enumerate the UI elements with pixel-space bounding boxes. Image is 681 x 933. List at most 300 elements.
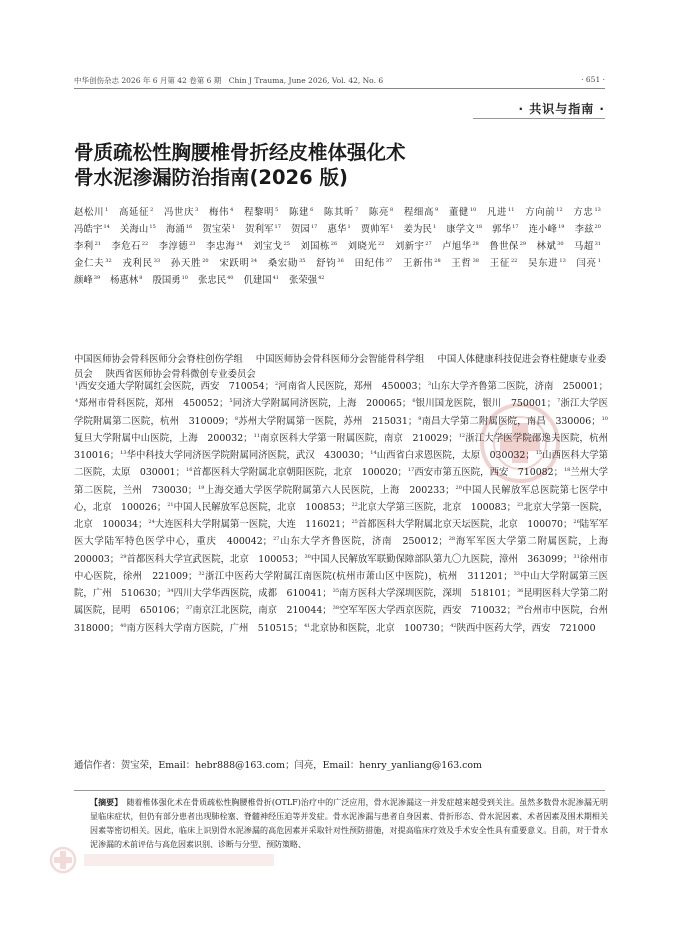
author-affiliation-index: 17 [512, 224, 519, 231]
affiliation-index: 41 [303, 622, 311, 629]
author-name [574, 241, 601, 252]
author-affiliation-index: 23 [189, 241, 196, 248]
author-affiliation-index: 5 [275, 207, 279, 213]
section-rule [473, 118, 605, 119]
affiliation-entry [197, 571, 512, 582]
affiliation-text: 昆明医科大学第二附属医院，昆明 650106； [74, 588, 608, 617]
author-name [291, 224, 317, 235]
affiliation-entry [417, 416, 600, 427]
author-name-text: 董健 [448, 207, 469, 218]
affiliation-text: 海军军医大学第二附属医院，上海 200003； [74, 536, 618, 565]
affiliation-index: 28 [448, 536, 456, 543]
affiliation-index: 38 [332, 605, 340, 612]
affiliation-index: 4 [75, 398, 79, 405]
affiliation-text: 南京医科大学第一附属医院，南京 210029； [259, 432, 458, 444]
author-name [348, 241, 385, 252]
author-affiliation-index: 1 [597, 258, 601, 265]
affiliation-entry [272, 536, 448, 547]
author-name [120, 224, 156, 235]
author-group: 中国医师协会骨科医师分会脊柱创伤学组 [74, 354, 243, 365]
author-name [395, 241, 432, 252]
author-affiliation-index: 1 [390, 224, 394, 231]
affiliation-entry [234, 416, 417, 427]
author-affiliation-index: 19 [558, 224, 565, 231]
author-name-text: 高延征 [119, 207, 150, 218]
author-name-text: 张荣强 [288, 275, 318, 287]
affiliation-text: 山西省白求恩医院，太原 030032； [376, 450, 535, 461]
author-name-text: 郭华 [492, 224, 512, 236]
author-name-text: 刘国栋 [300, 241, 330, 253]
footer-watermark-icon [48, 845, 288, 875]
author-name [525, 207, 563, 218]
affiliation-text: 复旦大学附属中山医院，上海 200032； [74, 432, 253, 444]
author-name [446, 224, 482, 235]
author-name-text: 刘宝戈 [253, 241, 283, 253]
affiliation-text: 河南省人民医院，郑州 450003； [278, 381, 427, 392]
author-name [245, 224, 281, 235]
affiliation-index: 22 [351, 501, 358, 508]
author-affiliation-index: 26 [330, 241, 338, 248]
author-name-text: 程黎明 [243, 207, 275, 218]
affiliation-entry [449, 623, 595, 634]
author-name [324, 207, 358, 218]
author-name [202, 224, 235, 235]
author-group: 中国人体健康科技促进会脊柱健康专业委员会 [74, 354, 607, 381]
author-name-text: 马超 [573, 241, 594, 253]
affiliation-text: 北京大学第一医院，北京 100034； [74, 501, 608, 530]
affiliation-entry [197, 485, 454, 496]
affiliation-index: 37 [186, 605, 193, 612]
affiliation-index: 34 [167, 588, 174, 594]
affiliation-index: 14 [370, 450, 377, 456]
author-affiliation-index: 10 [469, 207, 477, 213]
affiliation-text: 陕西中医药大学，西安 721000 [456, 622, 596, 634]
author-name [442, 241, 479, 252]
affiliation-text: 兰州大学第二医院，兰州 730030； [74, 467, 608, 496]
author-name-text: 仉建国 [243, 275, 272, 287]
author-name [489, 241, 526, 252]
author-affiliation-index: 15 [149, 224, 156, 231]
affiliation-index: 16 [186, 467, 193, 474]
affiliation-text: 北京协和医院，北京 100730； [310, 622, 450, 634]
affiliation-index: 23 [516, 501, 524, 508]
author-affiliation-index: 39 [93, 275, 101, 282]
author-affiliation-index: 12 [556, 207, 563, 213]
author-affiliation-index: 18 [475, 224, 483, 231]
affiliation-index: 25 [351, 519, 358, 525]
author-name [361, 224, 394, 235]
affiliation-index: 29 [120, 553, 127, 560]
author-affiliation-index: 7 [355, 207, 359, 213]
affiliation-text: 中国人民解放军联勤保障部队第九〇九医院，漳州 363099； [310, 553, 573, 565]
author-name-text: 凡进 [487, 207, 508, 218]
author-name [74, 224, 110, 235]
affiliation-index: 40 [120, 622, 127, 629]
author-name-text: 卢旭华 [442, 241, 472, 253]
author-affiliation-index: 28 [434, 258, 441, 265]
author-affiliation-index: 28 [472, 241, 479, 248]
affiliation-text: 郑州市骨科医院，郑州 450052； [78, 398, 229, 410]
affiliation-text: 山西医科大学第二医院，太原 030001； [74, 450, 608, 479]
author-name-text: 陈建 [288, 207, 310, 218]
author-affiliation-index: 22 [510, 258, 518, 265]
author-name-text: 杨惠林 [110, 275, 139, 287]
author-name [289, 207, 313, 218]
author-affiliation-index: 1 [432, 224, 437, 231]
affiliation-entry [166, 502, 350, 513]
affiliation-entry [119, 554, 303, 565]
affiliation-text: 浙江中医药大学附属江南医院(杭州市萧山区中医院)，杭州 311201； [204, 570, 513, 582]
author-name-text: 贾帅军 [360, 224, 390, 236]
affiliation-index: 15 [535, 450, 543, 456]
affiliation-entry [350, 502, 515, 513]
affiliation-index: 6 [412, 398, 416, 405]
author-affiliation-index: 16 [185, 224, 193, 231]
affiliation-text: 浙江大学医学院附属第二医院，杭州 310009； [74, 398, 608, 427]
author-name [487, 207, 514, 218]
affiliation-index: 12 [458, 432, 466, 439]
affiliation-text: 苏州大学附属第一医院，苏州 215031； [238, 415, 418, 427]
affiliation-text: 中国人民解放军总医院，北京 100853； [173, 501, 351, 513]
author-name-text: 方忠 [573, 207, 594, 218]
author-name-text: 海涌 [165, 224, 185, 236]
author-name [537, 241, 564, 252]
author-affiliation-index: 4 [230, 207, 234, 213]
author-name [403, 258, 441, 269]
author-name-text: 贺园 [291, 224, 310, 236]
author-name-text: 陈亮 [368, 207, 390, 218]
affiliation-text: 首都医科大学宣武医院，北京 100053； [126, 553, 304, 565]
author-name [449, 207, 476, 218]
affiliation-index: 21 [167, 501, 174, 508]
page-number: · 651 · [581, 75, 605, 84]
affiliation-text: 南方医科大学南方医院，广州 510515； [126, 622, 303, 634]
author-name [171, 258, 209, 269]
author-name-text: 方向前 [525, 207, 556, 218]
author-name-text: 吴东进 [528, 258, 559, 270]
author-name [327, 224, 350, 235]
author-affiliation-index: 27 [425, 241, 432, 248]
author-name [164, 207, 198, 218]
author-affiliation-index: 9 [435, 207, 439, 213]
author-name-text: 冯世庆 [164, 207, 195, 218]
author-name-text: 孙天胜 [170, 258, 202, 270]
affiliation-index: 3 [427, 381, 432, 387]
header-rule [74, 88, 605, 89]
author-name [268, 258, 306, 269]
affiliation-index: 20 [455, 484, 462, 491]
affiliation-text: 北京大学第三医院，北京 100083； [357, 501, 516, 513]
author-affiliation-index: 42 [318, 275, 325, 282]
affiliation-text: 陆军军医大学陆军特色医学中心，重庆 400042； [74, 519, 608, 548]
author-list [74, 203, 608, 288]
author-affiliation-index: 1 [105, 207, 109, 213]
author-name [74, 258, 112, 269]
author-affiliation-index: 31 [594, 241, 601, 248]
author-name-text: 宋跃明 [219, 258, 250, 270]
affiliation-entry [274, 381, 427, 392]
affiliation-text: 中国人民解放军总医院第七医学中心，北京 100026； [74, 484, 608, 513]
author-name-text: 李兹 [574, 224, 594, 236]
author-name [403, 224, 436, 235]
affiliation-entry [74, 398, 228, 409]
affiliation-index: 5 [229, 398, 233, 405]
affiliation-entry [411, 398, 556, 409]
affiliation-text: 四川大学华西医院，成都 610041； [173, 588, 332, 599]
author-affiliation-index: 34 [250, 258, 258, 265]
title-line-2: 骨水泥渗漏防治指南(2026 版) [74, 166, 348, 189]
author-name [369, 207, 393, 218]
title-line-1: 骨质疏松性胸腰椎骨折经皮椎体强化术 [74, 141, 406, 164]
author-name-text: 张忠民 [197, 275, 227, 287]
abstract-rule [74, 790, 605, 791]
affiliation-index: 31 [573, 553, 580, 560]
affiliation-index: 32 [198, 570, 205, 577]
affiliation-list [74, 377, 618, 636]
affiliation-entry [228, 398, 411, 409]
affiliation-index: 27 [273, 536, 280, 543]
affiliation-text: 山东大学齐鲁第二医院，济南 250001； [431, 381, 608, 392]
affiliation-entry [369, 450, 534, 461]
author-affiliation-index: 14 [103, 224, 110, 231]
author-name [573, 207, 600, 218]
affiliation-text: 徐州市中心医院，徐州 221009； [74, 553, 608, 582]
author-affiliation-index: 38 [472, 258, 479, 265]
author-name [575, 224, 601, 235]
affiliation-text: 首都医科大学附属北京天坛医院，北京 100070； [357, 519, 573, 530]
author-affiliation-index: 29 [519, 241, 527, 248]
affiliation-entry [350, 519, 572, 530]
author-name [74, 241, 101, 252]
author-affiliation-index: 1 [347, 224, 351, 231]
affiliation-entry [427, 381, 608, 392]
affiliation-index: 13 [120, 450, 127, 456]
author-affiliation-index: 6 [310, 207, 314, 213]
author-name-text: 李忠海 [205, 241, 236, 253]
author-name-text: 殷国勇 [152, 275, 181, 287]
affiliation-entry [407, 467, 563, 478]
affiliation-text: 台州市中医院，台州 318000； [74, 605, 618, 634]
author-name-text: 李危石 [111, 241, 141, 253]
affiliation-index: 30 [304, 553, 311, 560]
affiliation-text: 华中科技大学同济医学院附属同济医院，武汉 430030； [126, 450, 370, 461]
author-name [122, 258, 160, 269]
author-name [219, 258, 257, 269]
author-name [110, 275, 142, 286]
author-affiliation-index: 21 [94, 241, 101, 248]
author-name-text: 程细高 [403, 207, 435, 218]
author-name [451, 258, 479, 269]
author-name-text: 王征 [489, 258, 510, 270]
author-name-text: 王新伟 [402, 258, 434, 270]
author-name-text: 姜为民 [403, 224, 432, 236]
author-name [492, 224, 518, 235]
affiliation-text: 南昌大学第二附属医院，南昌 330006； [421, 415, 601, 427]
author-name-text: 戎利民 [122, 258, 153, 270]
author-affiliation-index: 20 [594, 224, 601, 231]
abstract [90, 796, 608, 852]
author-affiliation-index: 33 [153, 258, 161, 265]
author-affiliation-index: 10 [181, 275, 188, 282]
affiliation-text: 同济大学附属同济医院，上海 200065； [232, 398, 412, 410]
author-affiliation-index: 11 [508, 207, 515, 213]
author-name-text: 颜峰 [74, 275, 93, 287]
affiliation-text: 空军军医大学西京医院，西安 710032； [339, 605, 516, 617]
affiliation-index: 1 [75, 381, 79, 387]
author-affiliation-index: 41 [272, 275, 279, 282]
affiliation-entry [119, 450, 369, 461]
author-name [198, 275, 234, 286]
corresponding-authors: 通信作者：贺宝荣，Email：hebr888@163.com；闫亮，Email：henry_yanliang@163.com [74, 760, 482, 771]
author-name [206, 241, 243, 252]
running-head [74, 75, 605, 86]
affiliation-text: 上海交通大学医学院附属第六人民医院，上海 200233； [204, 484, 455, 496]
author-affiliation-index: 3 [195, 207, 199, 213]
affiliation-index: 35 [332, 588, 340, 594]
author-name [152, 275, 188, 286]
affiliation-index: 36 [516, 588, 524, 594]
author-affiliation-index: 17 [311, 224, 318, 231]
author-name [111, 241, 148, 252]
author-name [209, 207, 233, 218]
affiliation-index: 2 [274, 381, 279, 387]
author-name [253, 241, 290, 252]
author-affiliation-index: 8 [139, 275, 143, 282]
affiliation-index: 33 [513, 570, 520, 577]
author-affiliation-index: 2 [150, 207, 154, 213]
author-affiliation-index: 35 [299, 258, 306, 265]
author-name-text: 田纪伟 [354, 258, 385, 270]
author-name-text: 冯皓宇 [74, 224, 103, 236]
affiliation-text: 首都医科大学附属北京朝阳医院，北京 100020； [192, 467, 407, 479]
affiliation-entry [332, 588, 516, 599]
author-name [529, 224, 565, 235]
affiliation-entry [74, 381, 274, 392]
affiliation-text: 浙江大学医学院邵逸夫医院，杭州 310016； [74, 432, 618, 461]
affiliation-text: 大连医科大学附属第一医院，大连 116021； [154, 519, 351, 530]
author-name-text: 林斌 [536, 241, 557, 253]
author-name-text: 桑宏勋 [267, 258, 299, 270]
affiliation-entry [303, 554, 572, 565]
author-name-text: 李淳德 [158, 241, 189, 253]
author-name-text: 李利 [74, 241, 94, 253]
author-affiliation-index: 30 [557, 241, 564, 248]
author-affiliation-index: 8 [390, 207, 394, 213]
author-name [355, 258, 393, 269]
author-name [528, 258, 566, 269]
author-name-text: 刘晓光 [347, 241, 378, 253]
author-name-text: 康学文 [446, 224, 475, 236]
author-name [244, 207, 278, 218]
affiliation-index: 18 [563, 467, 571, 474]
author-name [74, 207, 108, 218]
author-affiliation-index: 24 [236, 241, 243, 248]
affiliation-index: 19 [198, 484, 205, 491]
author-name-text: 关海山 [119, 224, 149, 236]
author-name [166, 224, 192, 235]
author-name [300, 241, 337, 252]
author-name-text: 金仁夫 [74, 258, 105, 270]
author-name [404, 207, 438, 218]
affiliation-entry [185, 467, 407, 478]
author-affiliation-index: 22 [378, 241, 385, 248]
author-name-text: 舒钧 [316, 258, 337, 270]
affiliation-text: 南方医科大学深圳医院，深圳 518101； [339, 588, 516, 599]
affiliation-index: 26 [573, 519, 580, 525]
author-affiliation-index: 17 [274, 224, 281, 231]
author-name-text: 贺利军 [245, 224, 274, 236]
author-name [74, 275, 100, 286]
affiliation-entry [166, 588, 331, 599]
affiliation-entry [147, 519, 350, 530]
affiliation-index: 10 [601, 415, 608, 422]
author-name [243, 275, 279, 286]
author-affiliation-index: 40 [227, 275, 234, 282]
affiliation-index: 8 [234, 415, 239, 422]
abstract-label: 【摘要】 [90, 798, 123, 807]
author-name [119, 207, 153, 218]
author-name-text: 王哲 [451, 258, 472, 270]
author-affiliation-index: 22 [141, 241, 149, 248]
affiliation-text: 西安市第五医院，西安 710082； [414, 467, 563, 479]
author-group: 中国医师协会骨科医师分会智能骨科学组 [255, 354, 425, 365]
author-affiliation-index: 13 [559, 258, 566, 265]
affiliation-index: 42 [450, 622, 457, 629]
author-name-text: 梅伟 [209, 207, 230, 218]
journal-citation: 中华创伤杂志 2026 年 6 月第 42 卷第 6 期 Chin J Trauma, June 2026, Vol. 42, No. 6 [74, 76, 384, 85]
section-label: · 共识与指南 · [518, 102, 605, 116]
article-title [74, 140, 614, 190]
author-affiliation-index: 37 [385, 258, 393, 265]
affiliation-text: 银川国龙医院，银川 750001； [415, 398, 557, 410]
author-name-text: 贺宝荣 [202, 224, 231, 236]
author-name [490, 258, 518, 269]
author-name-text: 鲁世保 [489, 241, 519, 253]
author-name-text: 惠华 [327, 224, 347, 236]
author-name-text: 闫亮 [576, 258, 597, 270]
affiliation-entry [303, 623, 449, 634]
affiliation-index: 9 [418, 415, 422, 422]
author-name [159, 241, 196, 252]
author-name-text: 刘新宇 [394, 241, 425, 253]
affiliation-text: 中山大学附属第三医院，广州 510630； [74, 570, 608, 599]
affiliation-entry [332, 605, 516, 616]
author-name-text: 连小峰 [528, 224, 558, 236]
author-name [316, 258, 344, 269]
affiliation-index: 24 [148, 519, 155, 525]
author-group: 陕西省医师协会骨科微创专业委员会 [105, 369, 256, 381]
author-name [576, 258, 600, 269]
affiliation-entry [185, 605, 332, 616]
author-name [289, 275, 325, 286]
affiliation-index: 17 [407, 467, 415, 474]
affiliation-entry [119, 623, 303, 634]
affiliation-index: 39 [516, 605, 524, 612]
affiliation-entry [253, 433, 458, 444]
abstract-text: 随着椎体强化术在骨质疏松性胸腰椎骨折(OTLF)治疗中的广泛应用，骨水泥渗漏这一并发症越来越受到关注。虽然多数骨水泥渗漏无明显临床症状，但仍有部分患者出现肺栓塞、脊髓神经压迫等并发症。骨水泥渗漏与患者自身因素、骨折形态、骨水泥因素、术者因素及围术期相关因素等密切相关。因此，临床上识别骨水泥渗漏的高危因素并采取针对性预防措施，对提高临床疗效及手术安全性具有重要意义。目前，对于骨水泥渗漏的术前评估与高危因素识别、诊断与分型、预防策略、 [90, 798, 609, 849]
affiliation-index: 7 [557, 398, 561, 405]
author-affiliation-index: 20 [202, 258, 209, 265]
author-affiliation-index: 25 [283, 241, 290, 248]
author-affiliation-index: 32 [105, 258, 112, 265]
affiliation-text: 西安交通大学附属红会医院，西安 710054； [78, 381, 274, 392]
author-affiliation-index: 13 [594, 207, 601, 213]
author-name-text: 陈其昕 [323, 207, 355, 218]
affiliation-index: 11 [253, 432, 260, 439]
author-affiliation-index: 36 [337, 258, 344, 265]
author-affiliation-index: 1 [231, 224, 235, 231]
affiliation-text: 山东大学齐鲁医院，济南 250012； [279, 536, 448, 548]
